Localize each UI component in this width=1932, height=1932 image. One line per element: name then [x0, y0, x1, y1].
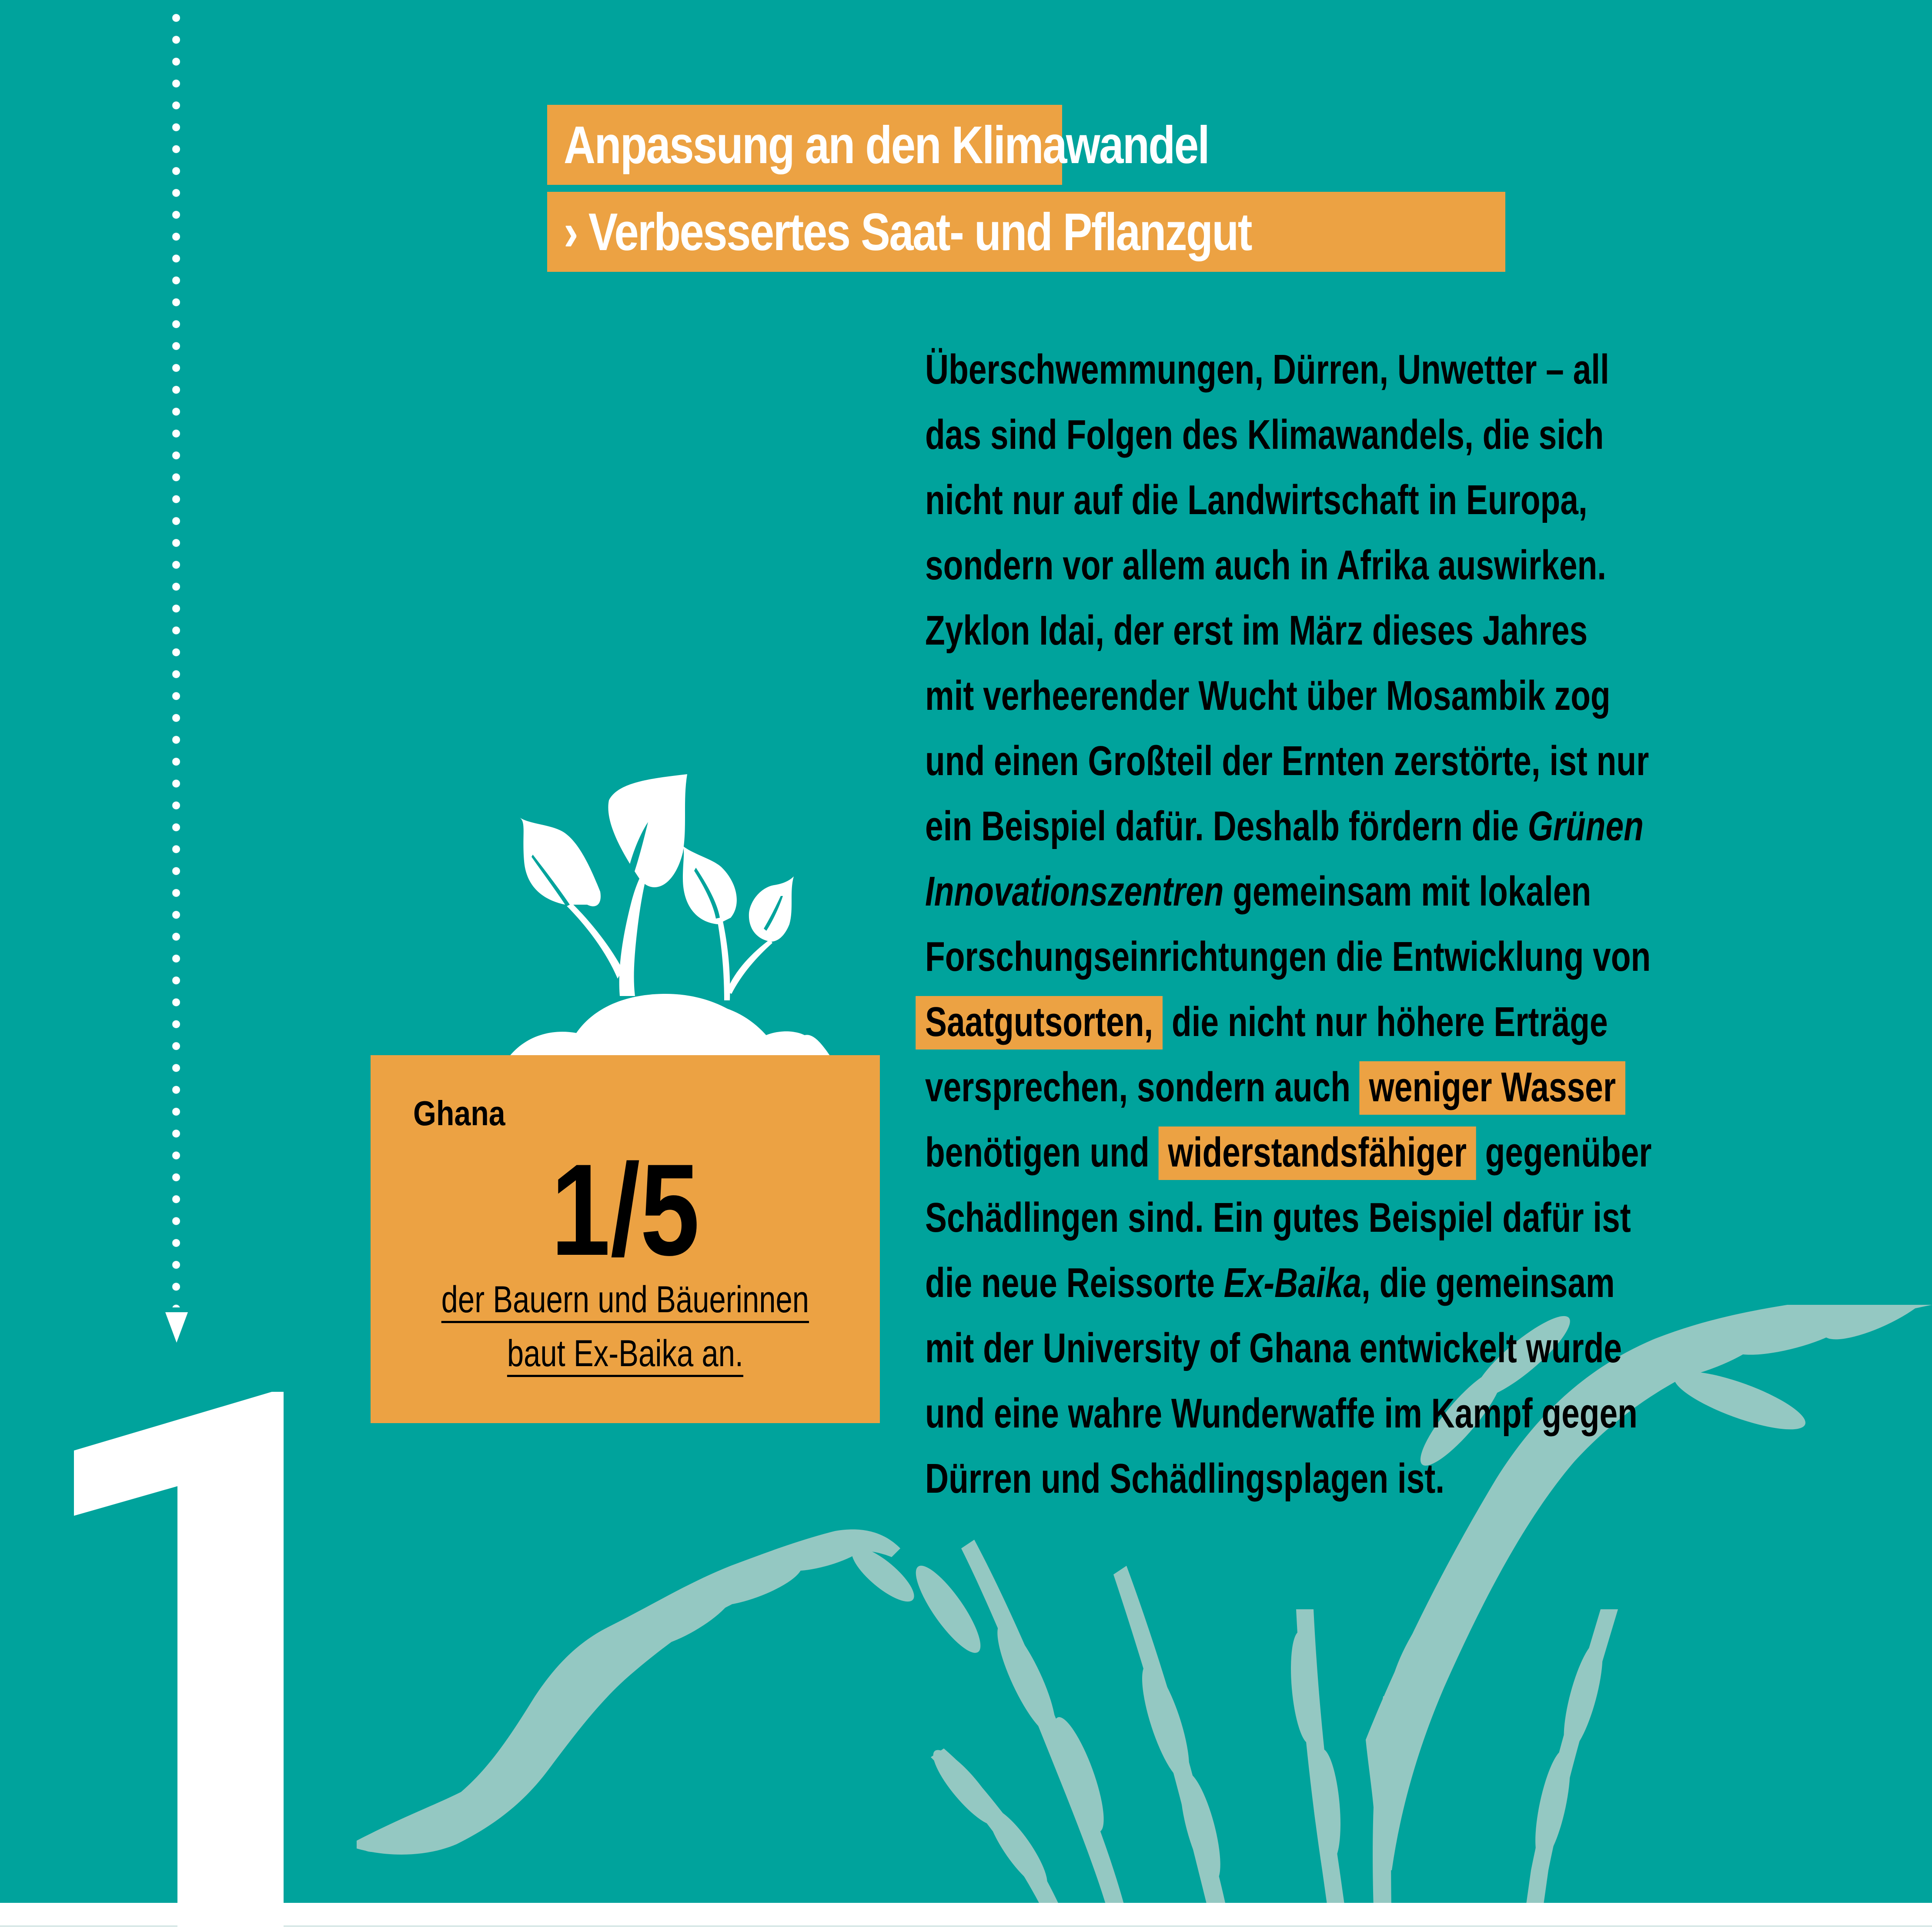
section-number-one-icon [0, 1348, 304, 1903]
title-line-subtopic: › Verbessertes Saat- und Pflanzgut [547, 192, 1505, 272]
stat-card [371, 1055, 880, 1423]
body-line: Forschungseinrichtungen die Entwicklung von [925, 933, 1651, 980]
body-line: Überschwemmungen, Dürren, Unwetter – all [925, 346, 1609, 393]
arrow-down-icon [165, 1312, 188, 1343]
numeral-stem-continuation [177, 1903, 284, 1932]
body-line: mit verheerender Wucht über Mosambik zog [925, 672, 1611, 719]
body-line: das sind Folgen des Klimawandels, die sich [925, 411, 1604, 458]
body-line: sondern vor allem auch in Afrika auswirken. [925, 542, 1607, 588]
stat-description-line: der Bauern und Bäuerinnen [441, 1279, 809, 1320]
body-line: Dürren und Schädlingsplagen ist. [925, 1455, 1445, 1502]
body-line: Zyklon Idai, der erst im März dieses Jahres [925, 607, 1588, 654]
stat-value: 1/5 [551, 1136, 700, 1283]
seedlings-icon [500, 774, 831, 1061]
bottom-divider [0, 1925, 1932, 1927]
italic-term: Innovationszentren [925, 868, 1224, 915]
italic-term: Ex-Baika [1223, 1260, 1361, 1306]
highlight-weniger-wasser: weniger Wasser [1360, 1061, 1625, 1115]
stat-description-line: baut Ex-Baika an. [507, 1333, 744, 1374]
stat-country-label: Ghana [413, 1094, 505, 1133]
body-line: benötigen und widerstandsfähiger gegenüber [925, 1120, 1808, 1185]
body-line: Saatgutsorten, die nicht nur höhere Erträge [925, 989, 1808, 1055]
body-line: ein Beispiel dafür. Deshalb fördern die Grünen [925, 803, 1644, 849]
body-line: die neue Reissorte Ex-Baika, die gemeinsam [925, 1260, 1615, 1306]
body-line: mit der University of Ghana entwickelt wurde [925, 1325, 1622, 1371]
body-line: Innovationszentren gemeinsam mit lokalen [925, 868, 1591, 915]
body-line: Schädlingen sind. Ein gutes Beispiel dafür ist [925, 1194, 1631, 1241]
bottom-margin [0, 1903, 1932, 1932]
body-line: und einen Großteil der Ernten zerstörte, ist nur [925, 738, 1649, 784]
stat-description [371, 1273, 880, 1380]
body-line: versprechen, sondern auch weniger Wasser [925, 1055, 1808, 1120]
body-line: nicht nur auf die Landwirtschaft in Europa, [925, 477, 1588, 523]
body-paragraph [925, 337, 1808, 1511]
title-line-topic: Anpassung an den Klimawandel [547, 105, 1062, 185]
italic-term: Grünen [1528, 803, 1644, 849]
highlight-saatgutsorten: Saatgutsorten, [916, 996, 1163, 1050]
highlight-widerstandsfaehiger: widerstandsfähiger [1159, 1126, 1476, 1180]
dotted-arrow-line [172, 7, 180, 1307]
body-line: und eine wahre Wunderwaffe im Kampf gegen [925, 1390, 1638, 1437]
